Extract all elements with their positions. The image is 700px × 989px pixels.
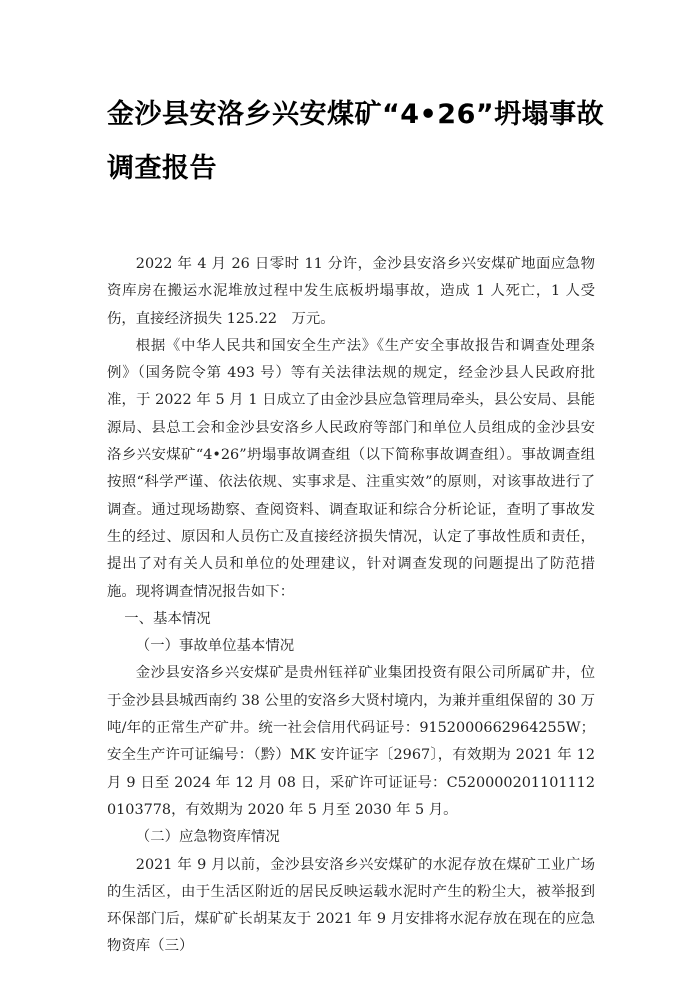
paragraph-incident-summary: 2022 年 4 月 26 日零时 11 分许，金沙县安洛乡兴安煤矿地面应急物资库房在搬运水泥堆放过程中发生底板坍塌事故，造成 1 人死亡，1 人受伤，直接经济损失 125.22 万元。 (107, 256, 595, 327)
document-title: 金沙县安洛乡兴安煤矿“4•26”坍塌事故调查报告 (107, 99, 605, 184)
section-heading-basic-info: 一、基本情况 (124, 610, 211, 627)
paragraph-warehouse-info: 2021 年 9 月以前，金沙县安洛乡兴安煤矿的水泥存放在煤矿工业广场的生活区，由于生活区附近的居民反映运载水泥时产生的粉尘大，被举报到环保部门后，煤矿矿长胡某友于 2021 年 9 月安排将水泥存放在现在的应急物资库（三） (107, 856, 595, 955)
subsection-heading-warehouse-info: （二）应急物资库情况 (135, 829, 280, 846)
paragraph-investigation-basis: 根据《中华人民共和国安全生产法》《生产安全事故报告和调查处理条例》（国务院令第 493 号）等有关法律法规的规定，经金沙县人民政府批准，于 2022 年 5 月 1 日成立了由金沙县应急管理局牵头，县公安局、县能源局、县总工会和金沙县安洛乡人民政府等部门和单位人员组成的金沙县安洛乡兴安煤矿“4•26”坍塌事故调查组（以下简称事故调查组）。事故调查组按照“科学严谨、依法依规、实事求是、注重实效”的原则，对该事故进行了调查。通过现场勘察、查阅资料、调查取证和综合分析论证，查明了事故发生的经过、原因和人员伤亡及直接经济损失情况，认定了事故性质和责任，提出了对有关人员和单位的处理建议，针对调查发现的问题提出了防范措施。现将调查情况报告如下： (107, 337, 595, 600)
paragraph-company-info: 金沙县安洛乡兴安煤矿是贵州钰祥矿业集团投资有限公司所属矿井，位于金沙县县城西南约 38 公里的安洛乡大贤村境内，为兼并重组保留的 30 万吨/年的正常生产矿井。统一社会信用代码证号：9152000662964255W；安全生产许可证编号：（黔）MK 安许证字〔2967〕，有效期为 2021 年 12 月 9 日至 2024 年 12 月 08 日，采矿许可证证号：C5200002011011120103778，有效期为 2020 年 5 月至 2030 年 5 月。 (107, 665, 595, 818)
subsection-heading-company-info: （一）事故单位基本情况 (135, 638, 295, 655)
document-body (107, 251, 595, 961)
